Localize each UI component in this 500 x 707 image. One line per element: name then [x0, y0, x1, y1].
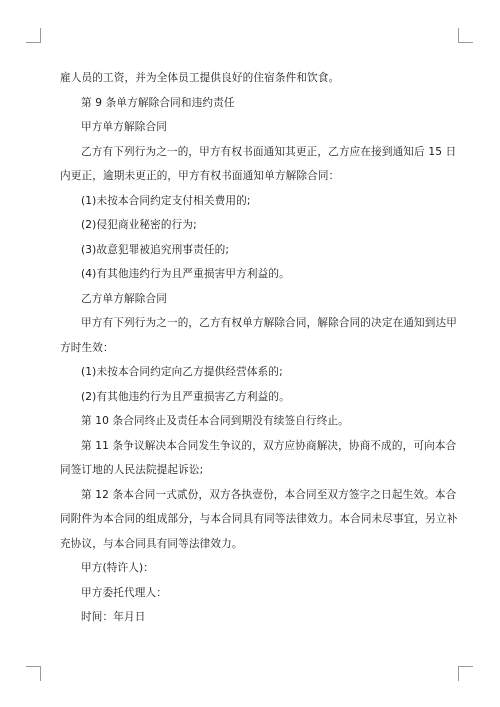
text-line: 第 11 条争议解决本合同发生争议的，双方应协商解决，协商不成的，可向本合 — [81, 439, 457, 452]
text-line: 第 12 条本合同一式贰份，双方各执壹份，本合同至双方签字之日起生效。本合 — [81, 488, 457, 501]
text-line: 甲方有下列行为之一的，乙方有权单方解除合同，解除合同的决定在通知到达甲 — [81, 317, 458, 329]
document-body — [60, 66, 458, 630]
subsection-heading: 乙方单方解除合同 — [81, 292, 167, 305]
list-item: (4)有其他违约行为且严重损害甲方利益的。 — [81, 268, 290, 280]
subsection-heading: 甲方单方解除合同 — [81, 121, 167, 133]
list-item: (1)未按本合同约定支付相关费用的; — [81, 194, 251, 207]
crop-mark-bottom-right — [458, 666, 473, 681]
text-line: 雇人员的工资，并为全体员工提供良好的住宿条件和饮食。 — [60, 72, 340, 84]
crop-mark-bottom-left — [26, 666, 41, 681]
section-heading: 第 9 条单方解除合同和违约责任 — [81, 96, 235, 109]
signature-field: 甲方委托代理人： — [81, 586, 167, 599]
text-line: 充协议，与本合同具有同等法律效力。 — [60, 537, 243, 550]
list-item: (2)有其他违约行为且严重损害乙方利益的。 — [81, 390, 290, 403]
crop-mark-top-right — [458, 28, 473, 43]
text-line: 同附件为本合同的组成部分，与本合同具有同等法律效力。本合同未尽事宜，另立补 — [60, 513, 458, 525]
list-item: (2)侵犯商业秘密的行为; — [81, 219, 197, 231]
section-heading: 第 10 条合同终止及责任本合同到期没有续签自行终止。 — [81, 415, 349, 427]
list-item: (1)未按本合同约定向乙方提供经营体系的; — [81, 366, 283, 378]
signature-field: 甲方(特许人)： — [81, 562, 155, 574]
text-line: 乙方有下列行为之一的，甲方有权书面通知其更正，乙方应在接到通知后 15 日 — [81, 145, 457, 158]
date-field: 时间：年月日 — [81, 611, 146, 623]
text-line: 方时生效： — [60, 341, 114, 354]
text-line: 同签订地的人民法院提起诉讼; — [60, 464, 204, 476]
crop-mark-top-left — [26, 28, 41, 43]
list-item: (3)故意犯罪被追究刑事责任的; — [81, 243, 230, 256]
text-line: 内更正，逾期未更正的，甲方有权书面通知单方解除合同： — [60, 170, 340, 182]
